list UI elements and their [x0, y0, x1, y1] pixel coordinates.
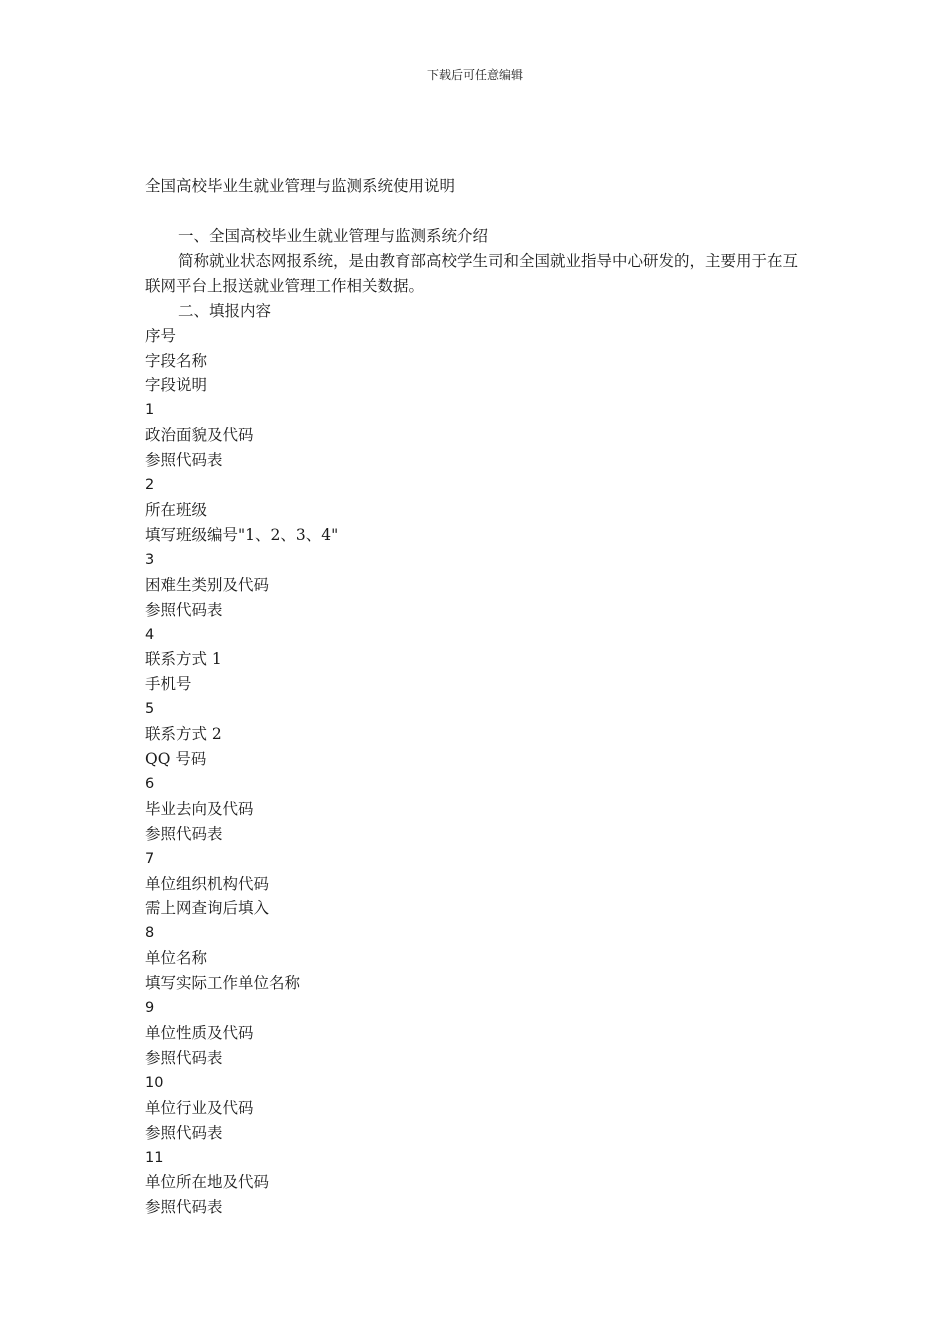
row-field-desc: 填写实际工作单位名称 — [145, 974, 301, 993]
table-row — [145, 772, 810, 847]
table-header-num: 序号 — [145, 326, 177, 345]
row-field-desc: 参照代码表 — [145, 451, 223, 470]
section-1-heading: 一、全国高校毕业生就业管理与监测系统介绍 — [178, 227, 489, 245]
row-number: 6 — [145, 775, 155, 792]
table-row — [145, 1146, 810, 1221]
page-header-note: 下载后可任意编辑 — [426, 68, 523, 82]
table-row — [145, 398, 810, 473]
table-row — [145, 921, 810, 996]
row-field-name: 单位组织机构代码 — [145, 874, 270, 893]
row-number: 4 — [145, 626, 155, 643]
table-row — [145, 548, 810, 623]
row-field-desc: 填写班级编号"1、2、3、4" — [145, 525, 339, 544]
table-row — [145, 623, 810, 698]
table-header-desc: 字段说明 — [145, 376, 208, 395]
row-number: 8 — [145, 925, 155, 942]
row-field-name: 联系方式 2 — [145, 725, 222, 744]
row-field-name: 单位行业及代码 — [145, 1098, 254, 1117]
row-field-name: 联系方式 1 — [145, 650, 222, 669]
table-header-name: 字段名称 — [145, 351, 208, 370]
field-table — [145, 324, 810, 1221]
row-field-desc: 参照代码表 — [145, 1123, 223, 1142]
row-number: 3 — [145, 551, 155, 568]
row-number: 2 — [145, 477, 155, 494]
section-1-paragraph: 简称就业状态网报系统，是由教育部高校学生司和全国就业指导中心研发的，主要用于在互联网平台上报送就业管理工作相关数据。 — [145, 251, 799, 295]
row-number: 10 — [145, 1074, 164, 1091]
row-field-desc: 参照代码表 — [145, 1048, 223, 1067]
row-field-name: 困难生类别及代码 — [145, 575, 270, 594]
row-field-name: 单位名称 — [145, 949, 208, 968]
row-field-name: 单位所在地及代码 — [145, 1173, 270, 1192]
row-number: 9 — [145, 1000, 155, 1017]
section-2-heading: 二、填报内容 — [178, 301, 272, 320]
document-title: 全国高校毕业生就业管理与监测系统使用说明 — [145, 177, 456, 195]
row-number: 1 — [145, 402, 155, 419]
table-row — [145, 996, 810, 1071]
table-row — [145, 697, 810, 772]
row-number: 11 — [145, 1149, 164, 1166]
row-field-name: 所在班级 — [145, 500, 208, 519]
table-row — [145, 847, 810, 922]
row-field-name: 毕业去向及代码 — [145, 799, 254, 818]
table-row — [145, 1071, 810, 1146]
row-field-desc: QQ 号码 — [145, 750, 207, 769]
row-number: 7 — [145, 850, 155, 867]
row-field-desc: 参照代码表 — [145, 600, 223, 619]
row-field-desc: 参照代码表 — [145, 824, 223, 843]
row-field-name: 政治面貌及代码 — [145, 426, 254, 445]
row-field-name: 单位性质及代码 — [145, 1024, 254, 1042]
row-field-desc: 需上网查询后填入 — [145, 899, 270, 918]
row-field-desc: 参照代码表 — [145, 1198, 223, 1217]
table-row — [145, 473, 810, 548]
row-field-desc: 手机号 — [145, 675, 192, 694]
row-number: 5 — [145, 701, 155, 718]
document-body — [145, 174, 810, 1220]
